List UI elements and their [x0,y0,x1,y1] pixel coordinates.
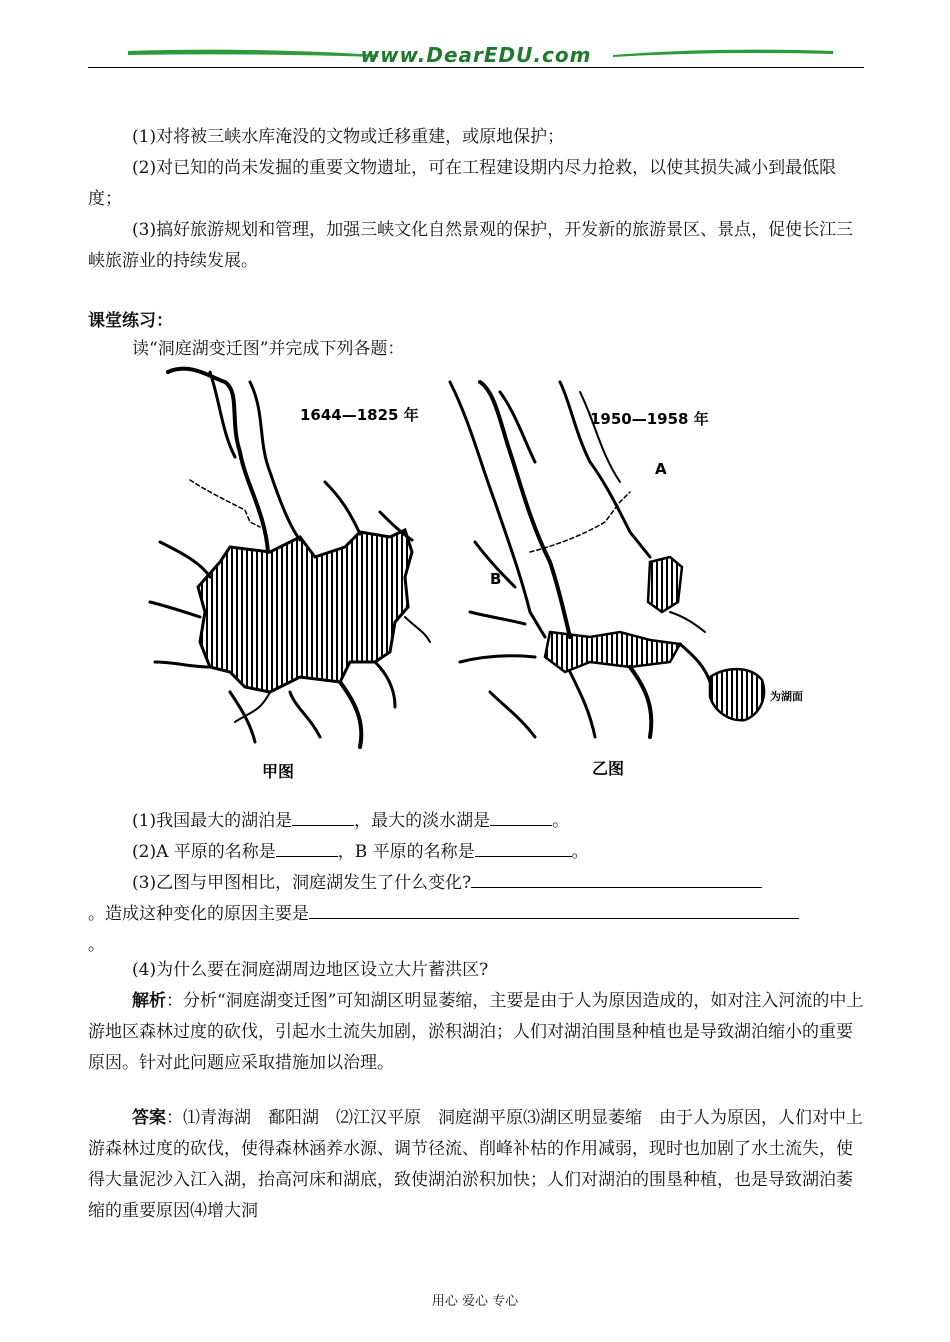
answer-blank-1a[interactable] [292,807,354,826]
answer-blank-3b[interactable] [309,900,799,919]
question-1: (1)我国最大的湖泊是 ，最大的淡水湖是 。 [88,806,864,837]
exercise-prompt: 读“洞庭湖变迁图”并完成下列各题： [132,339,405,359]
lake-area-right-east [648,557,682,612]
analysis-label: 解析 [132,991,166,1011]
intro-item-3: (3)搞好旅游规划和管理，加强三峡文化自然景观的保护，开发新的旅游景区、景点，促使长江三峡旅游业的持续发展。 [88,220,854,271]
map-right-label-b: B [490,570,502,588]
answer-blank-1b[interactable] [490,807,552,826]
question-3-cont: 。造成这种变化的原因主要是 [88,899,864,930]
map-right-period: 1950—1958 年 [590,410,709,428]
answer-paragraph [88,1103,864,1227]
question-3-end: 。 [88,935,105,955]
map-left-period: 1644—1825 年 [300,406,419,424]
site-brand: www.DearEDU.com [360,43,592,67]
answer-text: ：⑴青海湖 鄱阳湖 ⑵江汉平原 洞庭湖平原⑶湖区明显萎缩 由于人为原因，人们对中上游森林过度的砍伐，使得森林涵养水源、调节径流、削峰补枯的作用减弱，现时也加剧了水土流失，使得大量泥沙入江入湖，抬高河床和湖底，致使湖泊淤积加快；人们对湖泊的围垦种植，也是导致湖泊萎缩的重要原因⑷增大洞 [88,1108,863,1221]
answer-label: 答案 [132,1108,166,1128]
answer-blank-3a[interactable] [471,869,762,888]
intro-item-2: (2)对已知的尚未发掘的重要文物遗址，可在工程建设期内尽力抢救，以使其损失减小到最低限度； [88,158,837,209]
dongting-lake-change-maps [150,362,803,792]
header-rule [88,67,864,68]
map-right-label-a: A [655,460,667,478]
question-2: (2)A 平原的名称是 ，B 平原的名称是 。 [88,837,864,868]
question-3: (3)乙图与甲图相比，洞庭湖发生了什么变化? [88,868,864,899]
legend-swatch [710,669,764,720]
answer-blank-2b[interactable] [475,838,572,857]
map-right-caption: 乙图 [592,759,625,778]
page-footer: 用心 爱心 专心 [431,1294,519,1309]
intro-item-1: (1)对将被三峡水库淹没的文物或迁移重建，或原地保护； [132,127,565,147]
map-left [150,369,430,747]
map-left-caption: 甲图 [262,762,295,781]
lake-area-right-south [545,632,680,672]
analysis-text: ：分析“洞庭湖变迁图”可知湖区明显萎缩，主要是由于人为原因造成的，如对注入河流的中上游地区森林过度的砍伐，引起水土流失加剧，淤积湖泊；人们对湖泊围垦种植也是导致湖泊缩小的重要原因。针对此问题应采取措施加以治理。 [88,991,864,1073]
analysis-paragraph [88,986,864,1079]
exercise-heading: 课堂练习： [88,311,173,331]
page-header [88,38,864,70]
question-4: (4)为什么要在洞庭湖周边地区设立大片蓄洪区? [132,960,489,980]
answer-blank-2a[interactable] [276,838,338,857]
legend-label: 为湖面 [770,690,803,703]
map-right [450,382,764,737]
